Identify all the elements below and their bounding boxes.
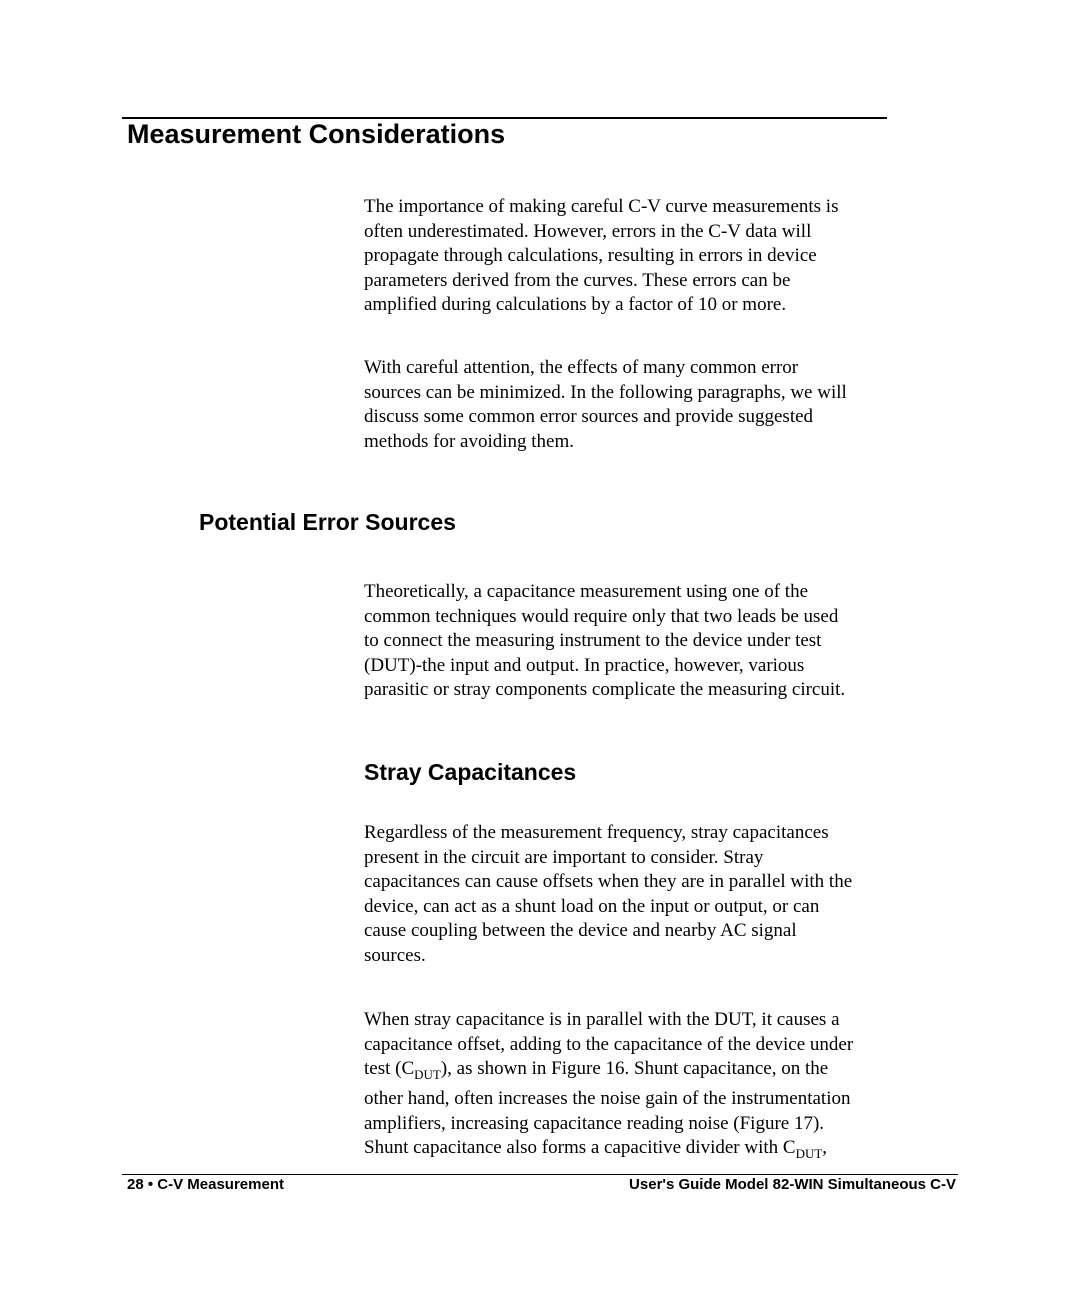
text-line: The importance of making careful C-V curve measurements is: [364, 196, 839, 217]
text-line: capacitances can cause offsets when they are in parallel with the: [364, 871, 853, 892]
text-line: parameters derived from the curves. These errors can be: [364, 269, 791, 291]
text-line: methods for avoiding them.: [364, 430, 575, 452]
text-line: other hand, often increases the noise gain of the instrumentation: [364, 1088, 851, 1110]
text-fragment: ), as shown in Figure 16. Shunt capacitance, on the: [440, 1058, 829, 1079]
text-line: sources.: [364, 944, 426, 966]
text-line: cause coupling between the device and nearby AC signal: [364, 920, 797, 941]
text-line: (DUT)-the input and output. In practice, however, various: [364, 654, 805, 676]
section-heading: Measurement Considerations: [127, 119, 506, 149]
text-line: Regardless of the measurement frequency, stray capacitances: [364, 822, 829, 843]
subsubsection-heading: Stray Capacitances: [364, 759, 577, 785]
subscript-dut: DUT: [795, 1146, 823, 1162]
text-line: [364, 1136, 884, 1166]
text-line: capacitance offset, adding to the capacitance of the device under: [364, 1033, 854, 1055]
text-line: propagate through calculations, resulting in errors in device: [364, 245, 817, 266]
text-line: With careful attention, the effects of many common error: [364, 357, 799, 378]
text-line: sources can be minimized. In the following paragraphs, we will: [364, 381, 847, 403]
paragraph-theory: [364, 580, 884, 703]
subsection-heading: Potential Error Sources: [199, 509, 456, 535]
text-line: [364, 1057, 884, 1087]
text-line: discuss some common error sources and provide suggested: [364, 406, 814, 427]
text-line: When stray capacitance is in parallel with the DUT, it causes a: [364, 1009, 840, 1030]
text-line: to connect the measuring instrument to the device under test: [364, 630, 822, 651]
paragraph-attention: [364, 356, 884, 454]
text-line: device, can act as a shunt load on the input or output, or can: [364, 895, 820, 917]
text-line: often underestimated. However, errors in the C-V data will: [364, 220, 812, 242]
paragraph-stray: [364, 821, 884, 968]
bottom-rule: [122, 1174, 958, 1175]
text-fragment: test (C: [364, 1058, 415, 1079]
paragraph-parallel: [364, 1008, 884, 1167]
text-line: parasitic or stray components complicate the measuring circuit.: [364, 679, 846, 700]
footer-page-label: 28 • C-V Measurement: [127, 1176, 284, 1193]
text-line: Theoretically, a capacitance measurement using one of the: [364, 581, 809, 602]
subscript-dut: DUT: [414, 1066, 441, 1082]
text-fragment: ,: [822, 1137, 828, 1159]
text-line: common techniques would require only that two leads be used: [364, 605, 839, 627]
text-line: amplifiers, increasing capacitance reading noise (Figure 17).: [364, 1112, 825, 1134]
text-line: present in the circuit are important to consider. Stray: [364, 846, 764, 868]
text-fragment: Shunt capacitance also forms a capacitive divider with C: [364, 1137, 796, 1159]
footer-guide-title: User's Guide Model 82-WIN Simultaneous C-V: [629, 1176, 956, 1193]
paragraph-intro: [364, 195, 884, 318]
text-line: amplified during calculations by a factor of 10 or more.: [364, 294, 787, 315]
